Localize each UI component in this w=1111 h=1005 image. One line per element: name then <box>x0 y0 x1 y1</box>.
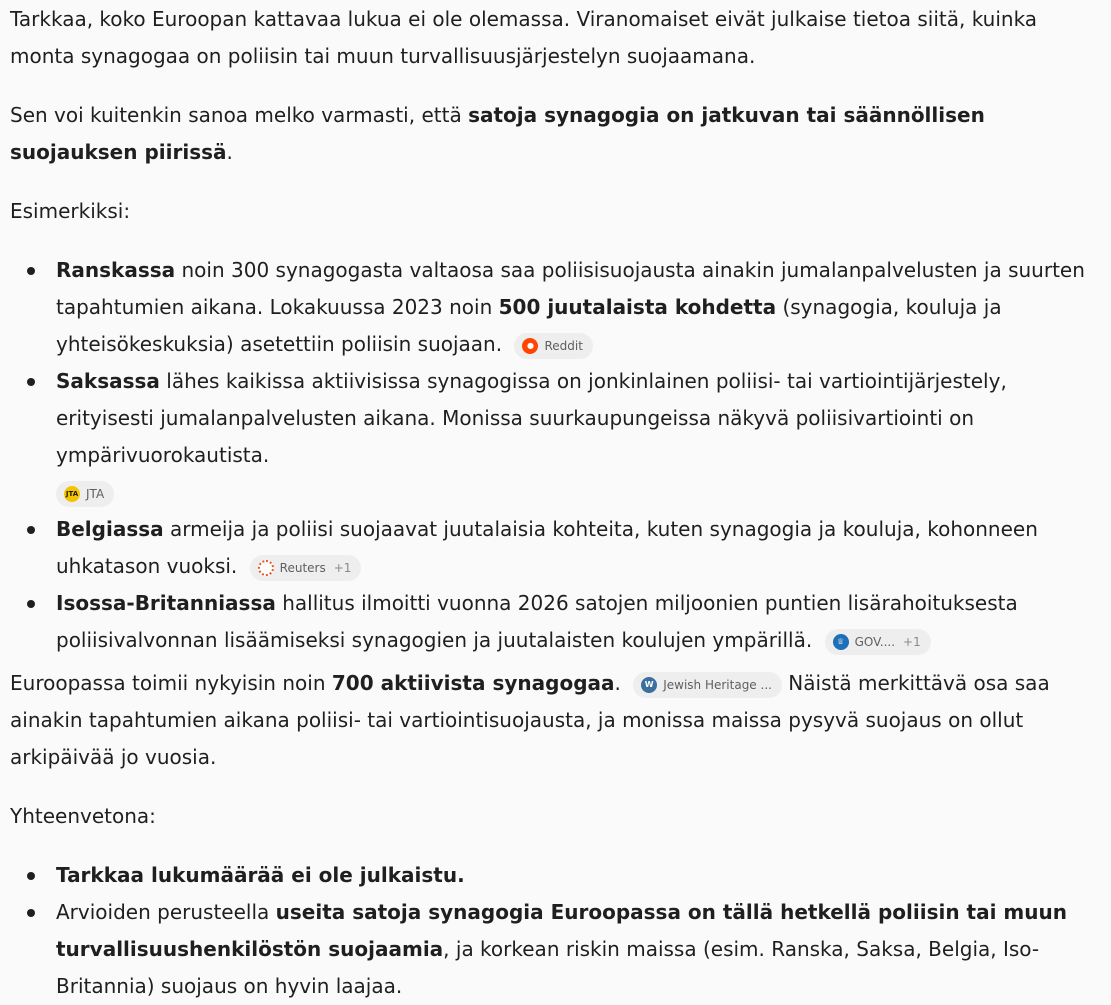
summary-list <box>10 857 1105 1005</box>
more-sources-count: +1 <box>333 560 352 575</box>
examples-heading: Esimerkiksi: <box>10 199 131 223</box>
response-content <box>0 1 1105 1005</box>
summary-item-1: Tarkkaa lukumäärää ei ole julkaistu. <box>10 857 1105 894</box>
gov-crown-icon: ♕ <box>833 634 849 650</box>
source-chip-reddit[interactable]: ● Reddit <box>514 333 592 359</box>
source-chip-jewish-heritage[interactable]: W Jewish Heritage ... <box>633 672 782 698</box>
list-item-belgium: Belgiassa armeija ja poliisi suojaavat juutalaisia kohteita, kuten synagogia ja kouluja, kohonneen uhkatason vuoksi. Reuters +1 <box>10 511 1105 585</box>
more-sources-count: +1 <box>903 634 921 649</box>
intro-paragraph-1: Tarkkaa, koko Euroopan kattavaa lukua ei ole olemassa. Viranomaiset eivät julkaise tietoa siitä, kuinka monta synagogaa on poliisin tai muun turvallisuusjärjestelyn suojaamana. <box>10 7 1038 68</box>
key-statement: satoja synagogia on jatkuvan tai säännöllisen suojauksen piirissä <box>10 103 985 164</box>
source-chip-jta[interactable]: JTA JTA <box>56 481 114 507</box>
wordpress-icon: W <box>641 677 657 693</box>
examples-list <box>10 252 1105 659</box>
europe-paragraph: Euroopassa toimii nykyisin noin 700 aktiivista synagogaa. W Jewish Heritage ... Näistä merkittävä osa saa ainakin tapahtumien aikana poliisi- tai vartiointisuojausta, ja monissa maissa pysyvä suojaus on ollut arkipäivää jo vuosia. <box>10 671 1050 769</box>
reddit-icon: ● <box>522 338 538 354</box>
intro-paragraph-2: Sen voi kuitenkin sanoa melko varmasti, että satoja synagogia on jatkuvan tai säännöllisen suojauksen piirissä. <box>10 103 985 164</box>
reuters-icon <box>258 560 274 576</box>
jta-icon: JTA <box>64 486 80 502</box>
summary-heading: Yhteenvetona: <box>10 804 156 828</box>
source-chip-reuters[interactable]: Reuters +1 <box>250 555 362 581</box>
list-item-france: Ranskassa noin 300 synagogasta valtaosa saa poliisisuojausta ainakin jumalanpalvelusten ja suurten tapahtumien aikana. Lokakuussa 2023 noin 500 juutalaista kohdetta (synagogia, kouluja ja yhteisökeskuksia) asetettiin poliisin suojaan. ● Reddit <box>10 252 1105 363</box>
list-item-germany: Saksassa lähes kaikissa aktiivisissa synagogissa on jonkinlainen poliisi- tai vartiointijärjestely, erityisesti jumalanpalvelusten aikana. Monissa suurkaupungeissa näkyvä poliisivartiointi on ympärivuorokautista. JTA JTA <box>10 363 1105 511</box>
list-item-uk: Isossa-Britanniassa hallitus ilmoitti vuonna 2026 satojen miljoonien puntien lisärahoituksesta poliisivalvonnan lisäämiseksi synagogien ja juutalaisten koulujen ympärillä. ♕ GOV.... +1 <box>10 585 1105 659</box>
source-chip-gov[interactable]: ♕ GOV.... +1 <box>825 629 931 655</box>
summary-item-2: Arvioiden perusteella useita satoja synagogia Euroopassa on tällä hetkellä poliisin tai muun turvallisuushenkilöstön suojaamia, ja korkean riskin maissa (esim. Ranska, Saksa, Belgia, Iso-Britannia) suojaus on hyvin laajaa. <box>10 894 1105 1005</box>
